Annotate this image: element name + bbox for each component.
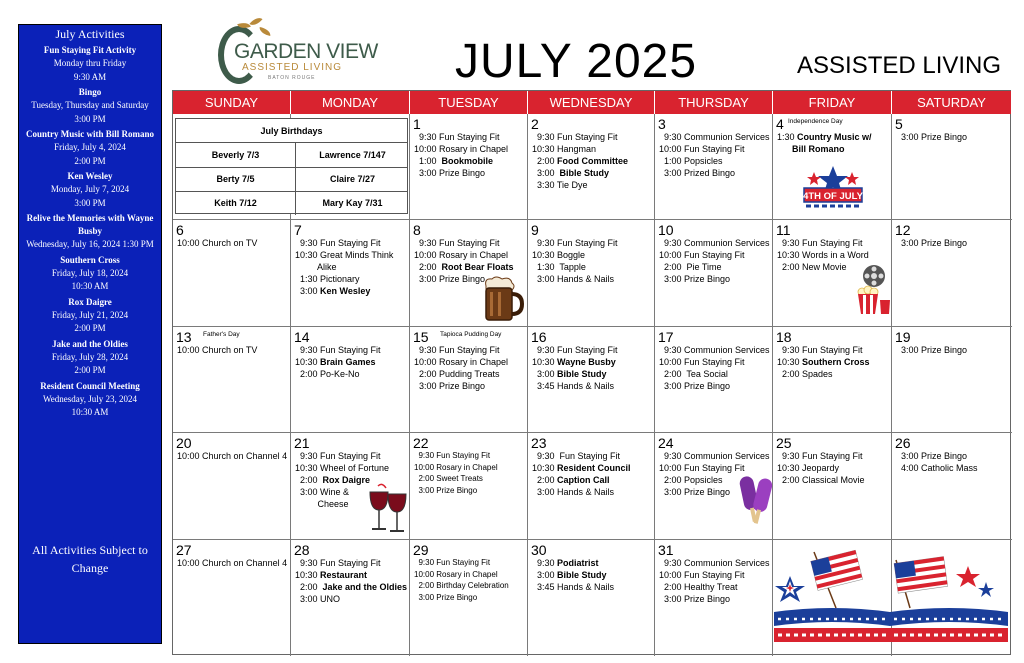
event-line: 9:30 Fun Staying Fit: [777, 345, 863, 355]
event-line: Alike: [295, 262, 337, 272]
day-events: [532, 450, 652, 498]
activities-sidebar: [18, 24, 162, 644]
calendar-day-cell: [655, 114, 773, 220]
event-line: 10:30 Brain Games: [295, 357, 376, 367]
day-events: [414, 450, 525, 496]
event-line: 3:30 Tie Dye: [532, 180, 588, 190]
day-number: 23: [531, 435, 547, 451]
calendar-day-cell: [655, 540, 773, 656]
event-line: 10:00 Church on Channel 4: [177, 558, 288, 568]
event-line: 2:00 New Movie: [777, 262, 847, 272]
event-line: 10:00 Fun Staying Fit: [659, 570, 745, 580]
day-events: [777, 450, 889, 486]
calendar-day-cell: [291, 327, 410, 433]
day-number: 10: [658, 222, 674, 238]
day-number: 20: [176, 435, 192, 451]
logo-line-1: GARDEN VIEW: [234, 40, 378, 63]
event-line: 9:30 Communion Services: [659, 345, 770, 355]
sidebar-entry-detail: Tuesday, Thursday and Saturday: [31, 100, 149, 110]
event-line: 3:00 Hands & Nails: [532, 274, 615, 284]
day-number: 25: [776, 435, 792, 451]
event-line: 2:00 Po-Ke-No: [295, 369, 360, 379]
fourth-of-july-badge-icon: [800, 164, 866, 214]
sidebar-entry: [19, 170, 161, 210]
day-events: [777, 131, 889, 155]
event-line: 10:00 Fun Staying Fit: [659, 463, 745, 473]
event-line: 9:30 Fun Staying Fit: [414, 558, 491, 567]
event-line: 10:30 Great Minds Think: [295, 250, 394, 260]
page-title: JULY 2025: [455, 35, 698, 88]
event-line: 2:00 Tea Social: [659, 369, 728, 379]
day-number: 27: [176, 542, 192, 558]
sidebar-entry: [19, 86, 161, 126]
event-line: 2:00 Sweet Treats: [414, 474, 483, 483]
sidebar-entry-detail: Friday, July 28, 2024: [51, 351, 129, 362]
sidebar-footer: All Activities Subject to Change: [32, 543, 148, 575]
calendar-day-cell: [173, 433, 291, 540]
event-line: 2:00 Rox Daigre: [295, 475, 371, 485]
day-events: [177, 450, 288, 462]
event-line: 3:00 Prize Bingo: [414, 274, 486, 284]
day-events: [896, 450, 1010, 474]
day-events: [414, 557, 525, 603]
calendar-day-cell: [892, 327, 1012, 433]
fourth-badge-text: 4TH OF JULY: [803, 191, 863, 202]
event-line: 2:00 Pie Time: [659, 262, 722, 272]
sidebar-entries: [19, 44, 161, 420]
event-line: 10:00 Fun Staying Fit: [659, 357, 745, 367]
event-line: 3:00 Ken Wesley: [295, 286, 371, 296]
day-number: 4: [776, 116, 784, 132]
sidebar-entry: [19, 254, 161, 294]
calendar-day-cell: [410, 540, 528, 656]
day-events: [295, 557, 407, 605]
day-events: [896, 344, 1010, 356]
event-line: 3:00 Prize Bingo: [896, 238, 968, 248]
sidebar-entry-name: Fun Staying Fit Activity: [43, 45, 137, 55]
day-number: 18: [776, 329, 792, 345]
root-beer-mug-icon: [478, 276, 524, 324]
birthday-name: Mary Kay 7/31: [322, 198, 383, 208]
event-line: Cheese: [295, 499, 349, 509]
day-events: [659, 237, 770, 285]
day-number: 5: [895, 116, 903, 132]
event-line: 10:00 Fun Staying Fit: [659, 250, 745, 260]
event-line: 3:00 Bible Study: [532, 570, 607, 580]
day-number: 28: [294, 542, 310, 558]
day-number: 13: [176, 329, 192, 345]
day-number: 12: [895, 222, 911, 238]
calendar-day-cell: [528, 220, 655, 327]
event-line: 3:00 Prize Bingo: [659, 274, 731, 284]
event-line: 9:30 Communion Services: [659, 238, 770, 248]
event-line: 10:30 Southern Cross: [777, 357, 870, 367]
popsicles-icon: [736, 470, 776, 526]
calendar-day-cell: [773, 327, 892, 433]
event-line: 2:00 Birthday Celebration: [414, 581, 509, 590]
day-header-saturday: SATURDAY: [892, 91, 1012, 114]
day-number: 9: [531, 222, 539, 238]
sidebar-entry-name: Resident Council Meeting: [40, 380, 140, 391]
day-events: [532, 237, 652, 285]
event-line: 10:00 Rosary in Chapel: [414, 250, 509, 260]
sidebar-entry-detail: 2:00 PM: [74, 155, 106, 166]
calendar-day-cell: [892, 220, 1012, 327]
event-line: 10:30 Wayne Busby: [532, 357, 616, 367]
event-line: 3:00 Bible Study: [532, 369, 607, 379]
day-events: [532, 131, 652, 191]
event-line: 9:30 Fun Staying Fit: [532, 132, 618, 142]
sidebar-entry: [19, 380, 161, 420]
birthday-name: Lawrence 7/147: [319, 150, 386, 160]
event-line: 9:30 Fun Staying Fit: [777, 238, 863, 248]
event-line: 3:45 Hands & Nails: [532, 381, 615, 391]
birthday-name: Beverly 7/3: [211, 150, 260, 160]
event-line: 2:00 Food Committee: [532, 156, 629, 166]
event-line: 3:00 Prize Bingo: [896, 451, 968, 461]
calendar-day-cell: [291, 220, 410, 327]
event-line: 10:30 Hangman: [532, 144, 597, 154]
birthday-name: Berty 7/5: [216, 174, 255, 184]
flags-bunting-icon: [774, 546, 890, 650]
event-line: 9:30 Fun Staying Fit: [532, 451, 621, 461]
event-line: 1:30 Tapple: [532, 262, 586, 272]
event-line: 3:00 Prize Bingo: [414, 168, 486, 178]
day-number: 21: [294, 435, 310, 451]
day-number: 30: [531, 542, 547, 558]
logo-line-2: ASSISTED LIVING: [242, 62, 343, 73]
day-header-monday: MONDAY: [291, 91, 410, 114]
calendar-day-cell: [655, 220, 773, 327]
event-line: 2:00 Classical Movie: [777, 475, 865, 485]
event-line: 1:30 Country Music w/: [777, 132, 872, 142]
sidebar-entry-name: Rox Daigre: [68, 296, 112, 307]
wine-glasses-icon: [366, 482, 410, 534]
calendar-day-cell: [528, 540, 655, 656]
event-line: 9:30 Fun Staying Fit: [295, 451, 381, 461]
event-line: Bill Romano: [792, 144, 845, 154]
sidebar-entry-name: Southern Cross: [60, 254, 120, 265]
event-line: 3:00 Bible Study: [532, 168, 610, 178]
birthdays-box: [175, 118, 408, 214]
event-line: 10:00 Church on TV: [177, 345, 258, 355]
event-line: 1:00 Bookmobile: [414, 156, 494, 166]
calendar-day-cell: [892, 114, 1012, 220]
day-events: [659, 557, 770, 605]
event-line: 2:00 Spades: [777, 369, 833, 379]
calendar-day-cell: [173, 220, 291, 327]
event-line: 10:00 Rosary in Chapel: [414, 144, 509, 154]
day-number: 8: [413, 222, 421, 238]
event-line: 10:00 Church on TV: [177, 238, 258, 248]
event-line: 9:30 Fun Staying Fit: [777, 451, 863, 461]
day-header-wednesday: WEDNESDAY: [528, 91, 655, 114]
event-line: 2:00 Healthy Treat: [659, 582, 738, 592]
event-line: 10:00 Church on Channel 4: [177, 451, 288, 461]
sidebar-entry-name: Country Music with Bill Romano: [25, 129, 154, 139]
event-line: 9:30 Communion Services: [659, 132, 770, 142]
calendar-day-cell: [655, 327, 773, 433]
day-events: [177, 557, 288, 569]
day-number: 16: [531, 329, 547, 345]
sidebar-entry-detail: Wednesday, July 16, 2024 1:30 PM: [26, 239, 154, 249]
holiday-label: Father's Day: [203, 331, 240, 338]
event-line: 10:30 Resident Council: [532, 463, 631, 473]
sidebar-entry-detail: Friday, July 18, 2024: [51, 267, 129, 278]
sidebar-entry-detail: 10:30 AM: [71, 407, 109, 417]
day-events: [295, 237, 407, 297]
sidebar-entry: [19, 338, 161, 378]
event-line: 4:00 Catholic Mass: [896, 463, 978, 473]
day-number: 14: [294, 329, 310, 345]
event-line: 9:30 Communion Services: [659, 451, 770, 461]
event-line: 3:00 Prize Bingo: [659, 594, 731, 604]
day-number: 29: [413, 542, 429, 558]
day-events: [659, 131, 770, 179]
birthday-name: Claire 7/27: [329, 174, 376, 184]
event-line: 10:00 Rosary in Chapel: [414, 569, 498, 579]
day-events: [532, 557, 652, 593]
calendar-day-cell: [892, 433, 1012, 540]
calendar-day-cell: [173, 327, 291, 433]
day-number: 7: [294, 222, 302, 238]
day-number: 17: [658, 329, 674, 345]
day-events: [532, 344, 652, 392]
event-line: 3:00 Prized Bingo: [659, 168, 736, 178]
sidebar-entry-detail: 2:00 PM: [74, 323, 106, 333]
sidebar-entry-detail: 3:00 PM: [74, 197, 106, 208]
sidebar-entry-detail: 2:00 PM: [74, 365, 106, 375]
event-line: 9:30 Fun Staying Fit: [414, 132, 500, 142]
sidebar-entry-detail: 10:30 AM: [71, 281, 109, 291]
day-header-sunday: SUNDAY: [173, 91, 291, 114]
event-line: 3:00 Prize Bingo: [896, 345, 968, 355]
day-number: 24: [658, 435, 674, 451]
event-line: 3:00 Wine &: [295, 487, 350, 497]
event-line: 2:00 Popsicles: [659, 475, 723, 485]
sidebar-entry: [19, 212, 161, 252]
event-line: 10:00 Fun Staying Fit: [659, 144, 745, 154]
event-line: 3:00 Hands & Nails: [532, 487, 615, 497]
day-number: 22: [413, 435, 429, 451]
calendar-day-cell: [173, 540, 291, 656]
birthday-name: Keith 7/12: [214, 198, 257, 208]
event-line: 3:00 Prize Bingo: [414, 485, 478, 495]
day-events: [177, 237, 288, 249]
day-events: [295, 344, 407, 380]
event-line: 2:00 Jake and the Oldies: [295, 582, 408, 592]
day-events: [777, 344, 889, 380]
event-line: 10:00 Rosary in Chapel: [414, 462, 498, 472]
sidebar-entry-detail: Monday thru Friday: [53, 58, 127, 68]
calendar-day-cell: [410, 327, 528, 433]
day-number: 6: [176, 222, 184, 238]
day-number: 2: [531, 116, 539, 132]
sidebar-entry: [19, 44, 161, 84]
day-header-friday: FRIDAY: [773, 91, 892, 114]
sidebar-entry-detail: Monday, July 7, 2024: [50, 184, 130, 194]
sidebar-entry-detail: 3:00 PM: [74, 113, 106, 124]
day-events: [414, 344, 525, 392]
event-line: 3:00 Prize Bingo: [414, 381, 486, 391]
day-events: [896, 131, 1010, 143]
day-number: 11: [776, 222, 791, 238]
event-line: 10:30 Restaurant: [295, 570, 368, 580]
event-line: 2:00 Caption Call: [532, 475, 610, 485]
calendar-day-cell: [528, 327, 655, 433]
sidebar-entry-detail: Friday, July 4, 2024: [54, 142, 126, 152]
event-line: 9:30 Fun Staying Fit: [295, 345, 381, 355]
day-number: 26: [895, 435, 911, 451]
day-header-tuesday: TUESDAY: [410, 91, 528, 114]
event-line: 3:00 Prize Bingo: [659, 381, 731, 391]
calendar-day-cell: [773, 433, 892, 540]
sidebar-entry-name: Bingo: [78, 87, 102, 97]
event-line: 3:00 Prize Bingo: [414, 592, 478, 602]
day-events: [659, 344, 770, 392]
calendar-day-cell: [291, 540, 410, 656]
day-events: [896, 237, 1010, 249]
page-subtitle: ASSISTED LIVING: [797, 52, 1002, 79]
logo-line-3: BATON ROUGE: [268, 75, 316, 81]
event-line: 9:30 Fun Staying Fit: [532, 238, 618, 248]
event-line: 2:00 Root Bear Floats: [414, 262, 514, 272]
event-line: 10:30 Boggle: [532, 250, 586, 260]
calendar-day-cell: [528, 114, 655, 220]
flags-bunting-icon: [890, 552, 1008, 650]
event-line: 9:30 Fun Staying Fit: [532, 345, 618, 355]
event-line: 10:30 Wheel of Fortune: [295, 463, 390, 473]
sidebar-entry-name: Ken Wesley: [67, 171, 113, 181]
day-events: [177, 344, 288, 356]
event-line: 9:30 Fun Staying Fit: [295, 238, 381, 248]
event-line: 3:00 Prize Bingo: [659, 487, 731, 497]
event-line: 3:45 Hands & Nails: [532, 582, 615, 592]
event-line: 10:30 Words in a Word: [777, 250, 869, 260]
event-line: 9:30 Communion Services: [659, 558, 770, 568]
calendar-day-cell: [410, 114, 528, 220]
sidebar-entry-name: Jake and the Oldies: [52, 338, 128, 349]
holiday-label: Tapioca Pudding Day: [440, 331, 502, 338]
day-number: 3: [658, 116, 666, 132]
event-line: 1:00 Popsicles: [659, 156, 723, 166]
birthdays-title: July Birthdays: [176, 119, 407, 143]
event-line: 9:30 Fun Staying Fit: [295, 558, 381, 568]
event-line: 9:30 Fun Staying Fit: [414, 451, 491, 460]
event-line: 3:00 Prize Bingo: [896, 132, 968, 142]
sidebar-entry: [19, 128, 161, 168]
day-number: 31: [658, 542, 674, 558]
garden-view-logo: [214, 18, 378, 90]
sidebar-entry-detail: 9:30 AM: [73, 71, 107, 82]
calendar-day-cell: [410, 433, 528, 540]
day-number: 15: [413, 329, 429, 345]
calendar-day-cell: [528, 433, 655, 540]
event-line: 9:30 Fun Staying Fit: [414, 238, 500, 248]
sidebar-entry: [19, 296, 161, 336]
event-line: 2:00 Pudding Treats: [414, 369, 500, 379]
sidebar-entry-name: Relive the Memories with Wayne Busby: [26, 213, 154, 236]
event-line: 9:30 Podiatrist: [532, 558, 599, 568]
event-line: 10:30 Jeopardy: [777, 463, 840, 473]
sidebar-title: July Activities: [55, 27, 125, 41]
event-line: 10:00 Rosary in Chapel: [414, 357, 509, 367]
event-line: 9:30 Fun Staying Fit: [414, 345, 500, 355]
sidebar-entry-detail: Friday, July 21, 2024: [51, 309, 129, 320]
event-line: 1:30 Pictionary: [295, 274, 360, 284]
day-events: [414, 131, 525, 179]
day-number: 19: [895, 329, 911, 345]
holiday-label: Independence Day: [788, 118, 843, 125]
event-line: 3:00 UNO: [295, 594, 341, 604]
sidebar-entry-detail: Wednesday, July 23, 2024: [43, 393, 137, 404]
logo-leaf-icon: [258, 27, 271, 36]
day-number: 1: [413, 116, 421, 132]
day-header-thursday: THURSDAY: [655, 91, 773, 114]
movie-popcorn-icon: [852, 264, 892, 316]
